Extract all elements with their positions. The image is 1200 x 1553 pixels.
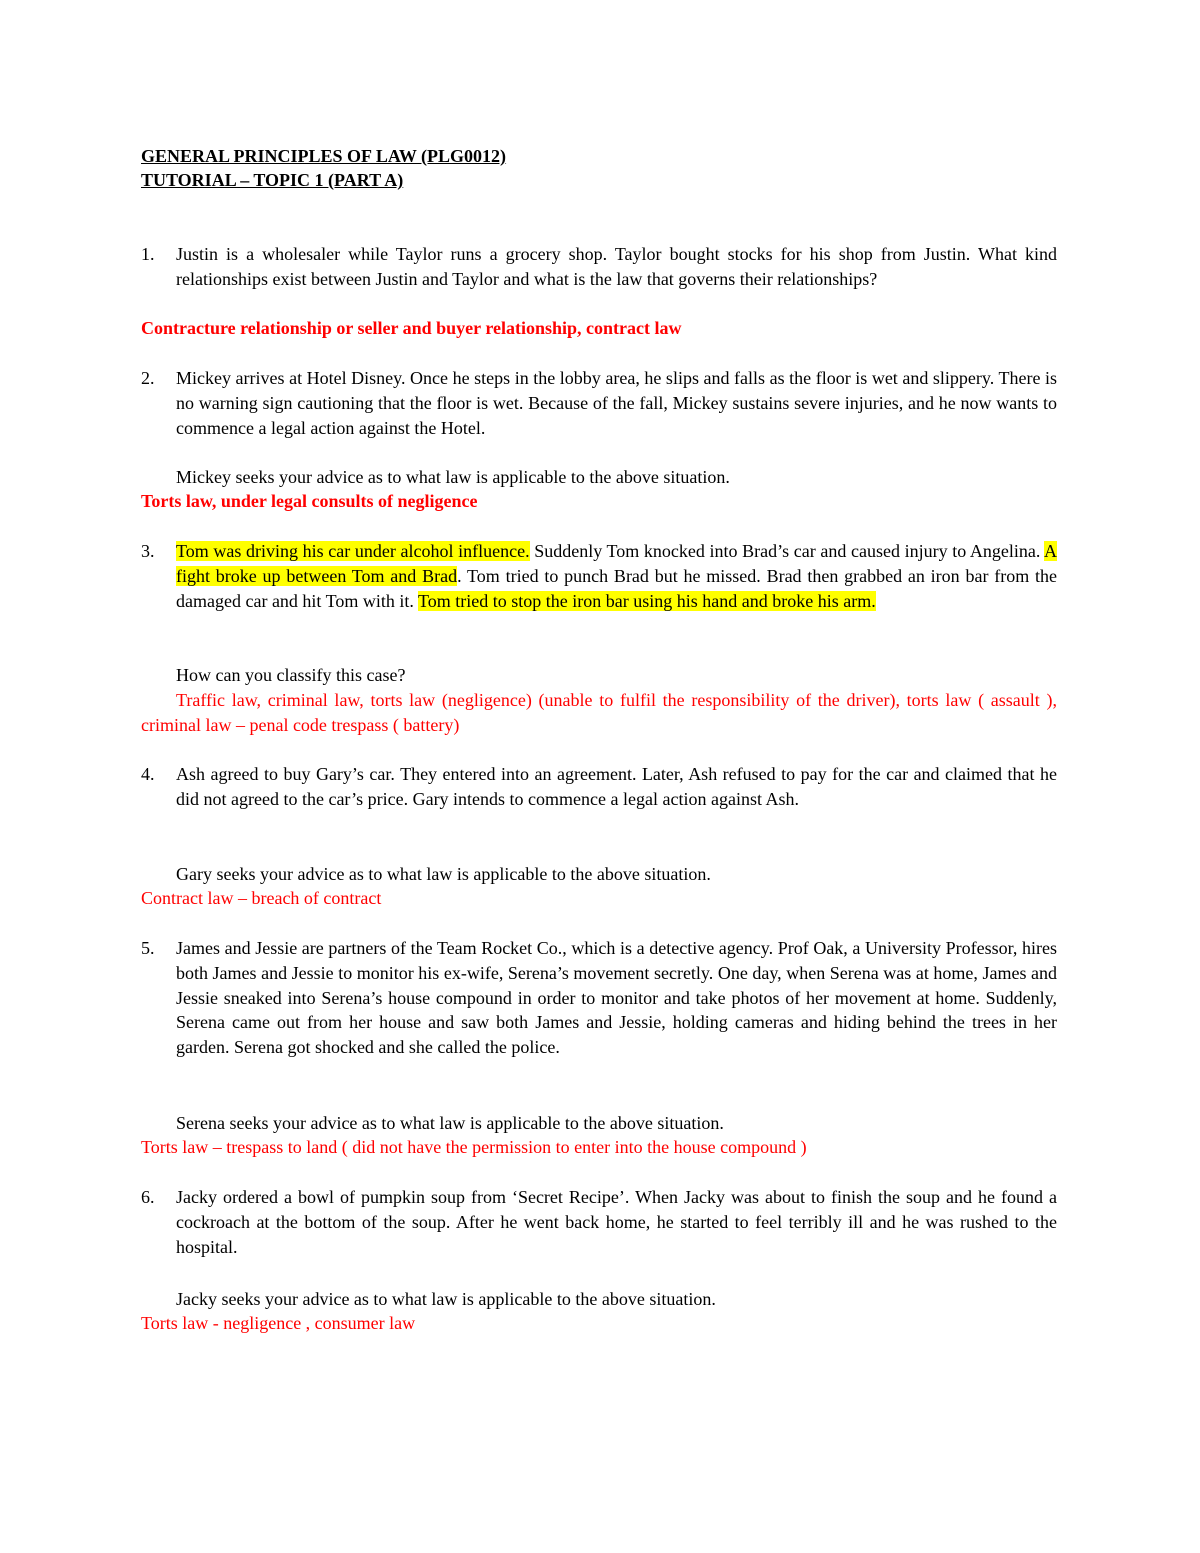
course-title: GENERAL PRINCIPLES OF LAW (PLG0012) — [141, 146, 507, 166]
question-text-segment: Suddenly Tom knocked into Brad’s car and caused injury to Angelina. — [529, 541, 1044, 561]
question-prompt: Mickey seeks your advice as to what law is applicable to the above situation. — [176, 467, 730, 487]
answer-text: Torts law – trespass to land ( did not have the permission to enter into the house compound ) — [141, 1137, 807, 1157]
highlighted-text: A fight broke up between Tom and Brad — [176, 541, 1057, 586]
answer-text: Contracture relationship or seller and buyer relationship, contract law — [141, 318, 682, 338]
question-prompt: Gary seeks your advice as to what law is applicable to the above situation. — [176, 864, 711, 884]
highlighted-text: Tom tried to stop the iron bar using his hand and broke his arm. — [418, 590, 876, 611]
question-number: 4. — [141, 764, 155, 784]
question-text: Jacky ordered a bowl of pumpkin soup from ‘Secret Recipe’. When Jacky was about to finish the soup and he found a cockroach at the bottom of the soup. After he went back home, he started to feel terribly ill and he was rushed to the hospital. — [176, 1187, 1057, 1257]
question-number: 1. — [141, 244, 155, 264]
question-text: Mickey arrives at Hotel Disney. Once he steps in the lobby area, he slips and falls as the floor is wet and slippery. There is no warning sign cautioning that the floor is wet. Because of the fall, Mickey sustains severe injuries, and he now wants to commence a legal action against the Hotel. — [176, 368, 1057, 438]
question-text: Justin is a wholesaler while Taylor runs a grocery shop. Taylor bought stocks for his shop from Justin. What kind relationships exist between Justin and Taylor and what is the law that governs their relationships? — [176, 244, 1057, 289]
question-number: 3. — [141, 541, 155, 561]
answer-text: Contract law – breach of contract — [141, 888, 382, 908]
answer-text: Torts law - negligence , consumer law — [141, 1313, 416, 1333]
question-text-segment: . Tom tried to punch Brad but he missed. Brad then grabbed an iron bar from the damaged car and hit Tom with it. — [176, 565, 1057, 611]
question-prompt: Jacky seeks your advice as to what law is applicable to the above situation. — [176, 1289, 716, 1309]
question-text — [176, 539, 1057, 613]
question-number: 5. — [141, 938, 155, 958]
question-number: 6. — [141, 1187, 155, 1207]
question-prompt: Serena seeks your advice as to what law is applicable to the above situation. — [176, 1113, 724, 1133]
question-text: James and Jessie are partners of the Team Rocket Co., which is a detective agency. Prof Oak, a University Professor, hires both James and Jessie to monitor his ex-wife, Serena’s movement secretly. One day, when Serena was at home, James and Jessie sneaked into Serena’s house compound in order to monitor and take photos of her movement at home. Suddenly, Serena came out from her house and saw both James and Jessie, holding cameras and hiding behind the trees in her garden. Serena got shocked and she called the police. — [176, 938, 1057, 1058]
answer-text: Traffic law, criminal law, torts law (negligence) (unable to fulfil the responsibility of the driver), torts law ( assault ), criminal law – penal code trespass ( battery) — [141, 690, 1057, 735]
answer-text: Torts law, under legal consults of negligence — [141, 491, 478, 511]
question-number: 2. — [141, 368, 155, 388]
question-prompt: How can you classify this case? — [176, 665, 406, 685]
highlighted-text: Tom was driving his car under alcohol influence. — [176, 541, 530, 561]
question-text: Ash agreed to buy Gary’s car. They entered into an agreement. Later, Ash refused to pay for the car and claimed that he did not agreed to the car’s price. Gary intends to commence a legal action against Ash. — [176, 764, 1057, 809]
tutorial-title: TUTORIAL – TOPIC 1 (PART A) — [141, 170, 404, 190]
